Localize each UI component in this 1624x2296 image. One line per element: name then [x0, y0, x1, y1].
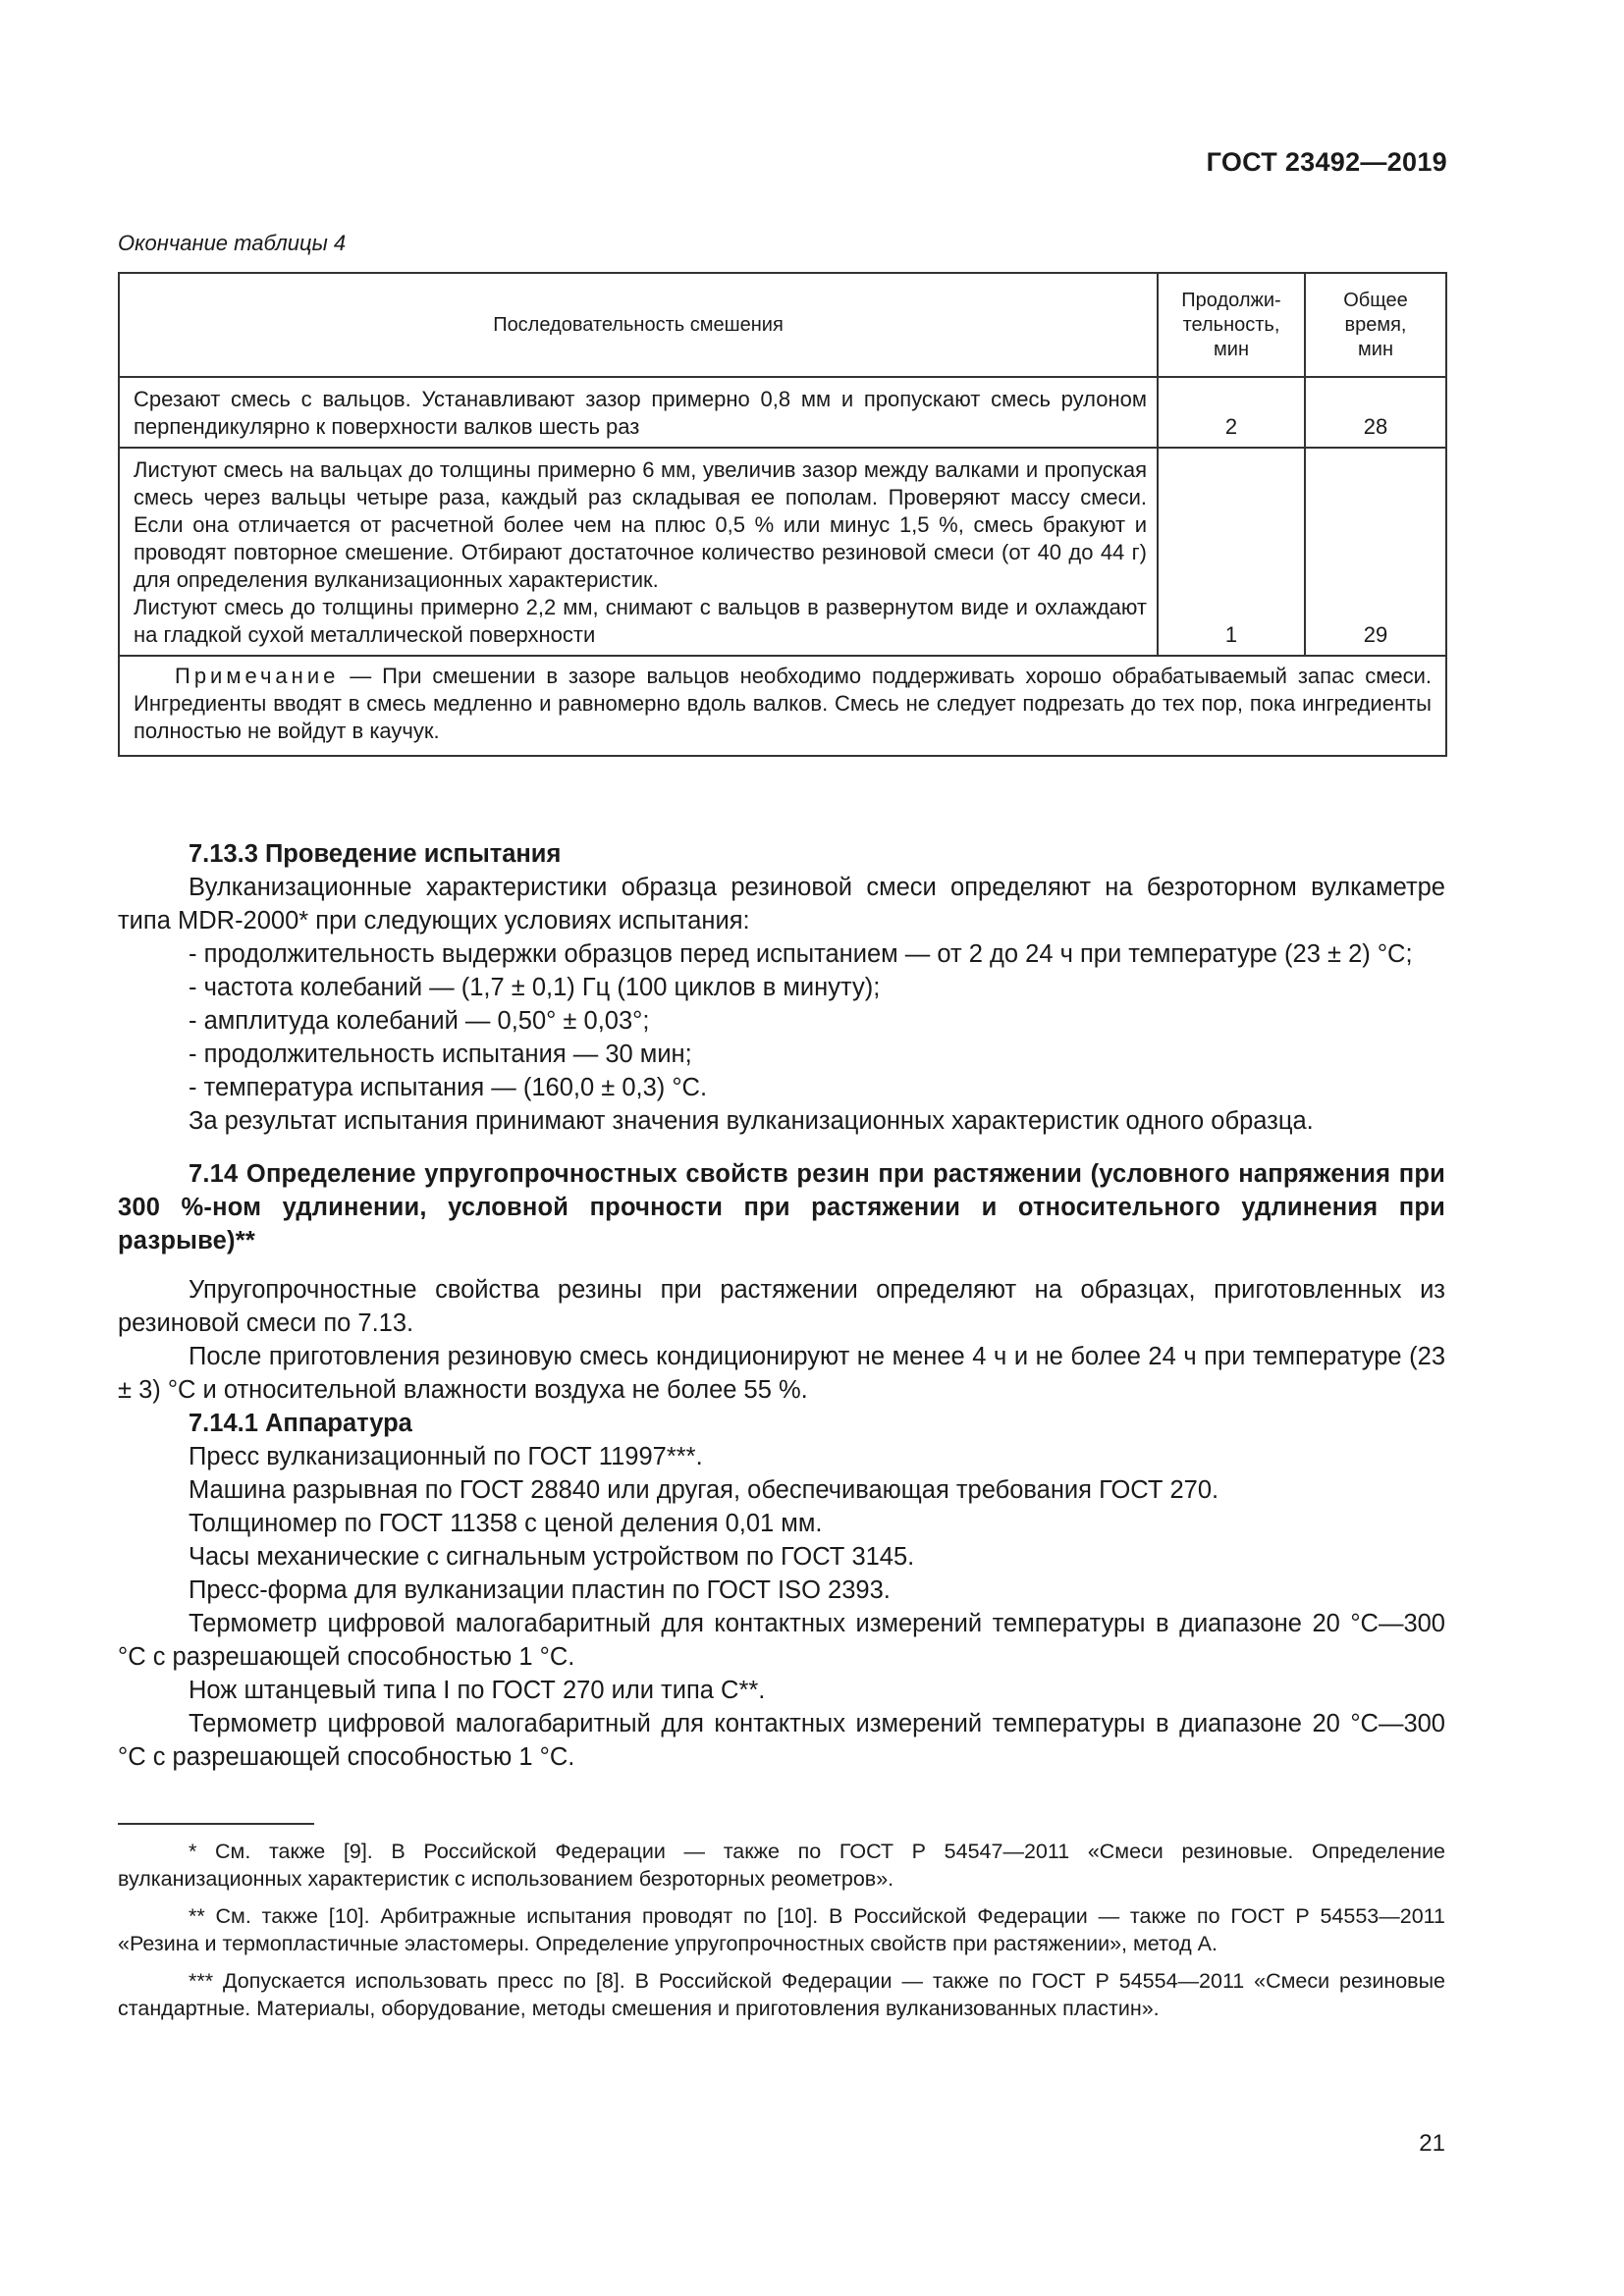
footnotes: [118, 1838, 1445, 2032]
table-note: [134, 663, 1432, 745]
equipment-item: Термометр цифровой малогабаритный для контактных измерений температуры в диапазоне 20 °С—300 °С с разрешающей способностью 1 °С.: [118, 1710, 1445, 1771]
paragraph: Вулканизационные характеристики образца резиновой смеси определяют на безроторном вулкаметре типа MDR-2000* при следующих условиях испытания:: [118, 874, 1445, 934]
table-caption: Окончание таблицы 4: [118, 231, 347, 255]
column-header-total: [1305, 273, 1446, 377]
table-note-cell: [119, 656, 1446, 756]
equipment-item: Термометр цифровой малогабаритный для контактных измерений температуры в диапазоне 20 °С—300 °С с разрешающей способностью 1 °С.: [118, 1610, 1445, 1671]
equipment-item: Пресс-форма для вулканизации пластин по ГОСТ ISO 2393.: [189, 1576, 891, 1604]
table-note-row: [119, 656, 1446, 756]
row-sequence-text-continued: Листуют смесь до толщины примерно 2,2 мм, снимают с вальцов в развернутом виде и охлаждают на гладкой сухой металлической поверхности: [134, 595, 1147, 647]
equipment-item: Пресс вулканизационный по ГОСТ 11997***.: [189, 1443, 703, 1470]
main-text: [118, 837, 1445, 1774]
note-label: Примечание: [175, 664, 340, 688]
row-total-cell: 28: [1305, 377, 1446, 448]
footnote: ** См. также [10]. Арбитражные испытания проводят по [10]. В Российской Федерации — также по ГОСТ Р 54553—2011 «Резина и термопластичные эластомеры. Определение упругопрочностных свойств при растяжении», метод А.: [118, 1904, 1445, 1955]
list-item: - продолжительность выдержки образцов перед испытанием — от 2 до 24 ч при температуре (23 ± 2) °С;: [189, 940, 1413, 968]
row-duration-cell: 1: [1158, 448, 1305, 656]
row-duration-cell: 2: [1158, 377, 1305, 448]
column-header-total-text: Общее время, мин: [1343, 289, 1408, 360]
note-text: — При смешении в зазоре вальцов необходимо поддерживать хорошо обрабатываемый запас смеси. Ингредиенты вводят в смесь медленно и равномерно вдоль валков. Смесь не следует подрезать до тех пор, пока ингредиенты полностью не войдут в каучук.: [134, 664, 1432, 743]
section-heading-7-14: 7.14 Определение упругопрочностных свойств резин при растяжении (условного напряжения при 300 %-ном удлинении, условной прочности при растяжении и относительного удлинения при разрыве)**: [118, 1160, 1445, 1255]
list-item: - температура испытания — (160,0 ± 0,3) °С.: [189, 1074, 708, 1101]
column-header-duration-text: Продолжи- тельность, мин: [1181, 289, 1281, 360]
list-item: - амплитуда колебаний — 0,50° ± 0,03°;: [189, 1007, 650, 1035]
list-item: - продолжительность испытания — 30 мин;: [189, 1041, 692, 1068]
table-header-row: [119, 273, 1446, 377]
row-sequence-cell: Срезают смесь с вальцов. Устанавливают зазор примерно 0,8 мм и пропускают смесь рулоном перпендикулярно к поверхности валков шесть раз: [119, 377, 1158, 448]
column-header-sequence: Последовательность смешения: [119, 273, 1158, 377]
equipment-item: Часы механические с сигнальным устройством по ГОСТ 3145.: [189, 1543, 915, 1571]
row-total-cell: 29: [1305, 448, 1446, 656]
page-number: 21: [1419, 2130, 1445, 2157]
section-heading-7-14-1: 7.14.1 Аппаратура: [189, 1410, 412, 1437]
mixing-sequence-table: [118, 272, 1447, 757]
row-sequence-cell: [119, 448, 1158, 656]
column-header-duration: [1158, 273, 1305, 377]
row-sequence-text: Листуют смесь на вальцах до толщины примерно 6 мм, увеличив зазор между валками и пропуская смесь через вальцы четыре раза, каждый раз складывая ее пополам. Проверяют массу смеси. Если она отличается от расчетной более чем на плюс 0,5 % или минус 1,5 %, смесь бракуют и проводят повторное смешение. Отбирают достаточное количество резиновой смеси (от 40 до 44 г) для определения вулканизационных характеристик.: [134, 457, 1147, 592]
footnote-divider: [118, 1823, 314, 1825]
footnote: *** Допускается использовать пресс по [8]. В Российской Федерации — также по ГОСТ Р 54554—2011 «Смеси резиновые стандартные. Материалы, оборудование, методы смешения и приготовления вулканизованных пластин».: [118, 1969, 1445, 2020]
equipment-item: Толщиномер по ГОСТ 11358 с ценой деления 0,01 мм.: [189, 1510, 823, 1537]
paragraph: За результат испытания принимают значения вулканизационных характеристик одного образца.: [189, 1107, 1314, 1135]
section-heading-7-13-3: 7.13.3 Проведение испытания: [189, 840, 562, 868]
list-item: - частота колебаний — (1,7 ± 0,1) Гц (100 циклов в минуту);: [189, 974, 881, 1001]
equipment-item: Нож штанцевый типа I по ГОСТ 270 или типа С**.: [189, 1677, 766, 1704]
table-row: [119, 377, 1446, 448]
footnote: * См. также [9]. В Российской Федерации — также по ГОСТ Р 54547—2011 «Смеси резиновые. Определение вулканизационных характеристик с использованием безроторных реометров».: [118, 1840, 1445, 1891]
table-row: [119, 448, 1446, 656]
paragraph: Упругопрочностные свойства резины при растяжении определяют на образцах, приготовленных из резиновой смеси по 7.13.: [118, 1276, 1445, 1337]
equipment-item: Машина разрывная по ГОСТ 28840 или другая, обеспечивающая требования ГОСТ 270.: [189, 1476, 1219, 1504]
paragraph: После приготовления резиновую смесь кондиционируют не менее 4 ч и не более 24 ч при температуре (23 ± 3) °С и относительной влажности воздуха не более 55 %.: [118, 1343, 1445, 1404]
document-code: ГОСТ 23492—2019: [1206, 147, 1447, 177]
